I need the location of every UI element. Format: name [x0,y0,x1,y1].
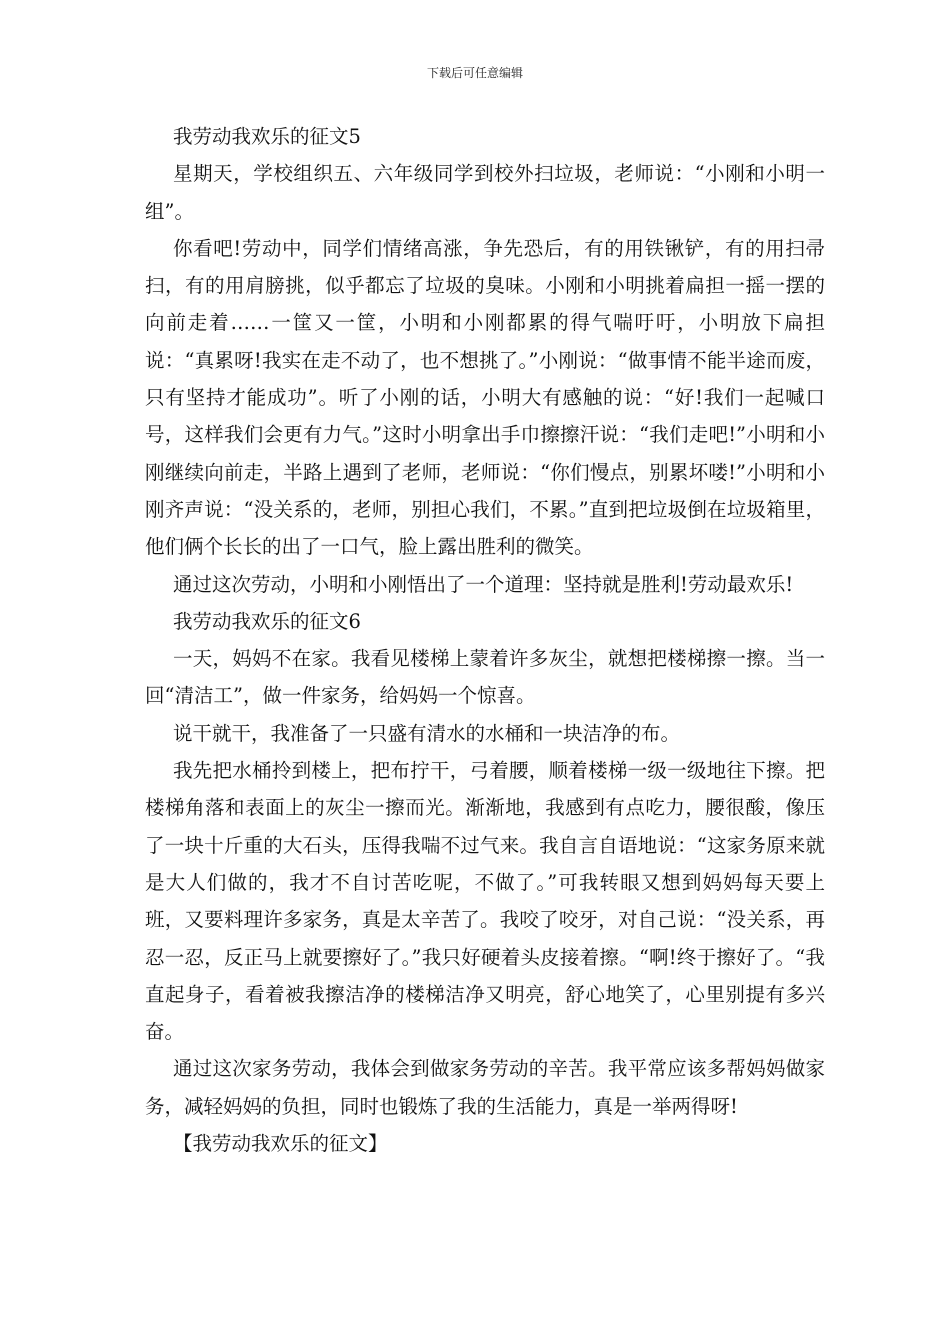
paragraph: 你看吧!劳动中，同学们情绪高涨，争先恐后，有的用铁锹铲，有的用扫帚扫，有的用肩膀挑，似乎都忘了垃圾的臭味。小刚和小明挑着扁担一摇一摆的向前走着……一筐又一筐，小明和小刚都累的得气喘吁吁，小明放下扁担说：“真累呀!我实在走不动了，也不想挑了。”小刚说：“做事情不能半途而废，只有坚持才能成功”。听了小刚的话，小明大有感触的说：“好!我们一起喊口号，这样我们会更有力气。”这时小明拿出手巾擦擦汗说：“我们走吧!”小明和小刚继续向前走，半路上遇到了老师，老师说：“你们慢点，别累坏喽!”小明和小刚齐声说：“没关系的，老师，别担心我们，不累。”直到把垃圾倒在垃圾箱里，他们俩个长长的出了一口气，脸上露出胜利的微笑。 [145,236,825,559]
essay-6-title: 我劳动我欢乐的征文6 [173,609,361,633]
paragraph: 一天，妈妈不在家。我看见楼梯上蒙着许多灰尘，就想把楼梯擦一擦。当一回“清洁工”，做一件家务，给妈妈一个惊喜。 [145,647,825,708]
paragraph: 星期天，学校组织五、六年级同学到校外扫垃圾，老师说：“小刚和小明一组”。 [145,162,825,223]
document-body [145,118,825,1162]
closing-title: 【我劳动我欢乐的征文】 [173,1132,388,1156]
page-header: 下载后可任意编辑 [426,66,523,80]
paragraph: 说干就干，我准备了一只盛有清水的水桶和一块洁净的布。 [173,721,681,745]
paragraph: 通过这次家务劳动，我体会到做家务劳动的辛苦。我平常应该多帮妈妈做家务，减轻妈妈的负担，同时也锻炼了我的生活能力，真是一举两得呀! [145,1057,825,1118]
paragraph: 我先把水桶拎到楼上，把布拧干，弓着腰，顺着楼梯一级一级地往下擦。把楼梯角落和表面上的灰尘一擦而光。渐渐地，我感到有点吃力，腰很酸，像压了一块十斤重的大石头，压得我喘不过气来。我自言自语地说：“这家务原来就是大人们做的，我才不自讨苦吃呢，不做了。”可我转眼又想到妈妈每天要上班，又要料理许多家务，真是太辛苦了。我咬了咬牙，对自己说：“没关系，再忍一忍，反正马上就要擦好了。”我只好硬着头皮接着擦。“啊!终于擦好了。“我直起身子，看着被我擦洁净的楼梯洁净又明亮，舒心地笑了，心里别提有多兴奋。 [145,759,825,1044]
paragraph: 通过这次劳动，小明和小刚悟出了一个道理：坚持就是胜利!劳动最欢乐! [173,572,794,596]
essay-5-title: 我劳动我欢乐的征文5 [173,125,361,148]
